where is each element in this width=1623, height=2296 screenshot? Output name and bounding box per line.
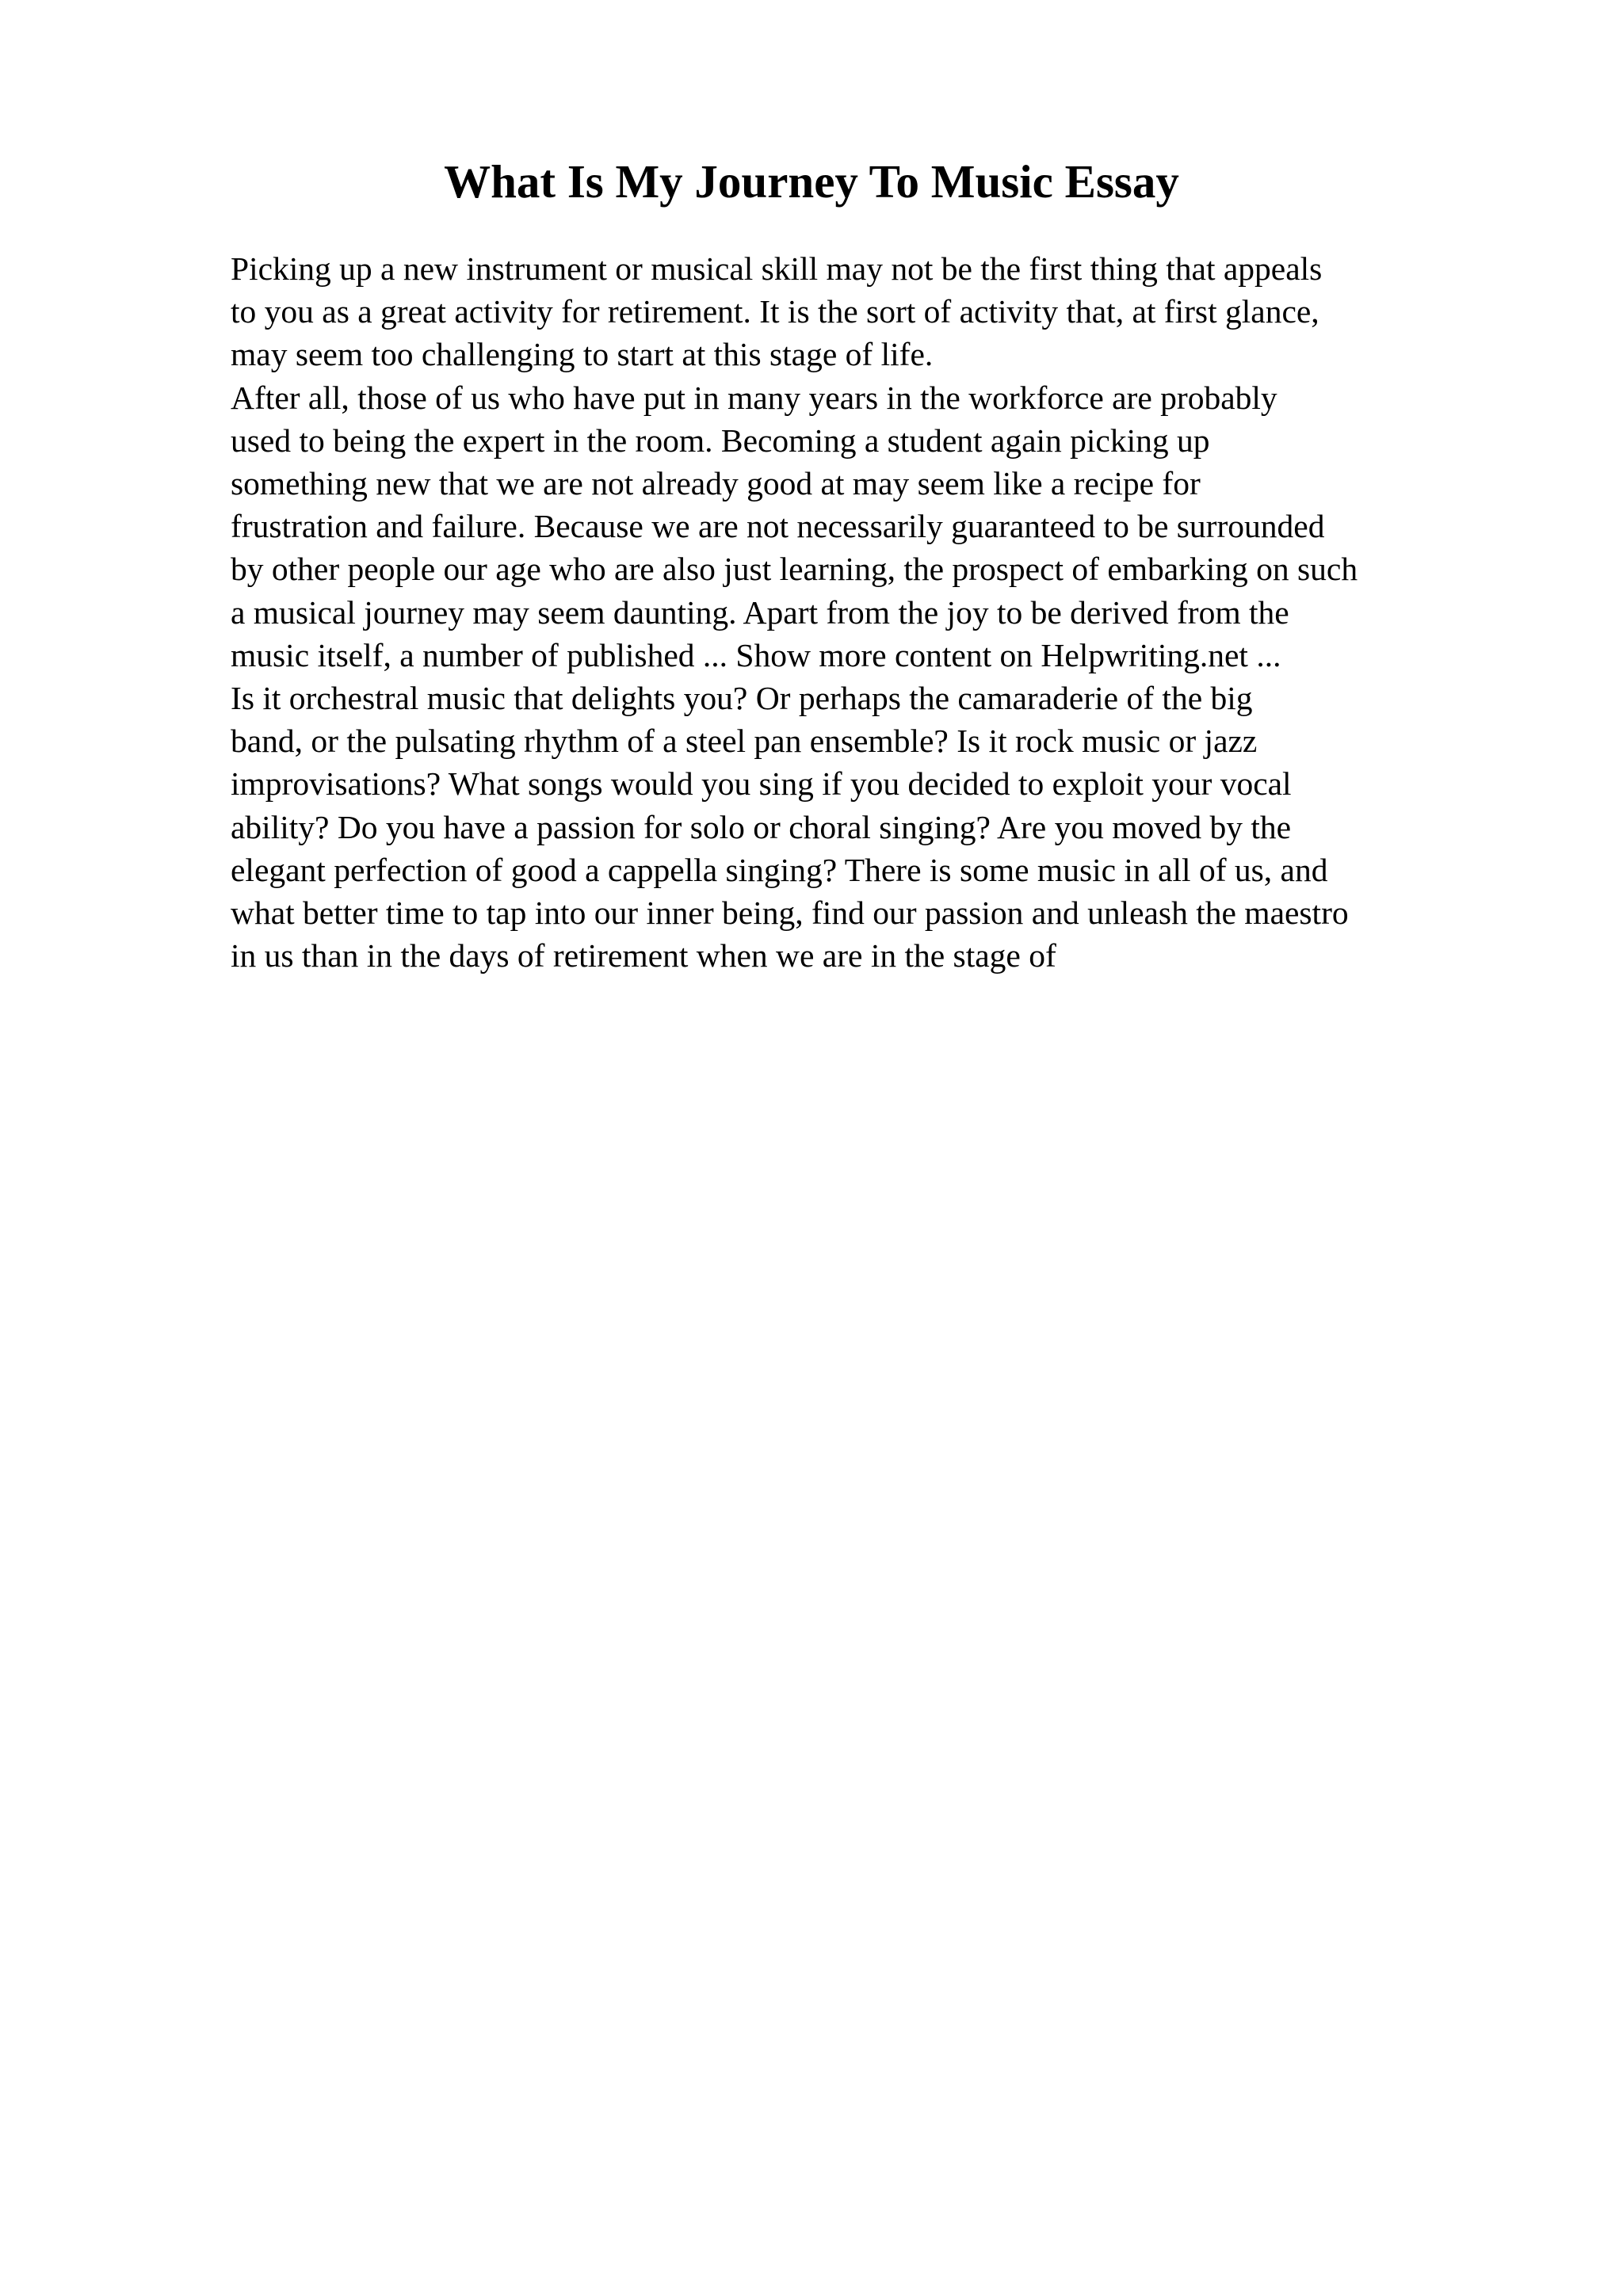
text-line: Is it orchestral music that delights you? Or perhaps the camaraderie of the big — [231, 680, 1253, 717]
text-line: used to being the expert in the room. Becoming a student again picking up — [231, 421, 1210, 459]
document-title: What Is My Journey To Music Essay — [444, 155, 1179, 208]
text-line: may seem too challenging to start at this stage of life. — [231, 336, 934, 373]
text-line: something new that we are not already good at may seem like a recipe for — [231, 465, 1201, 502]
text-line: ability? Do you have a passion for solo or choral singing? Are you moved by the — [231, 808, 1292, 845]
text-line: Picking up a new instrument or musical skill may not be the first thing that appeals — [231, 250, 1323, 287]
text-line: by other people our age who are also just learning, the prospect of embarking on such — [231, 551, 1358, 588]
text-line: frustration and failure. Because we are not necessarily guaranteed to be surrounded — [231, 508, 1325, 545]
essay-body — [231, 247, 1530, 977]
text-line: what better time to tap into our inner being, find our passion and unleash the maestro — [231, 894, 1349, 932]
text-line: improvisations? What songs would you sing if you decided to exploit your vocal — [231, 765, 1292, 803]
text-line: in us than in the days of retirement when we are in the stage of — [231, 937, 1056, 974]
text-line: a musical journey may seem daunting. Apart from the joy to be derived from the — [231, 593, 1289, 631]
text-line: music itself, a number of published ... Show more content on Helpwriting.net ... — [231, 636, 1281, 673]
text-line: to you as a great activity for retirement. It is the sort of activity that, at first glance, — [231, 293, 1319, 330]
text-line: elegant perfection of good a cappella singing? There is some music in all of us, and — [231, 851, 1328, 888]
text-line: band, or the pulsating rhythm of a steel pan ensemble? Is it rock music or jazz — [231, 723, 1258, 760]
text-line: After all, those of us who have put in many years in the workforce are probably — [231, 379, 1277, 416]
